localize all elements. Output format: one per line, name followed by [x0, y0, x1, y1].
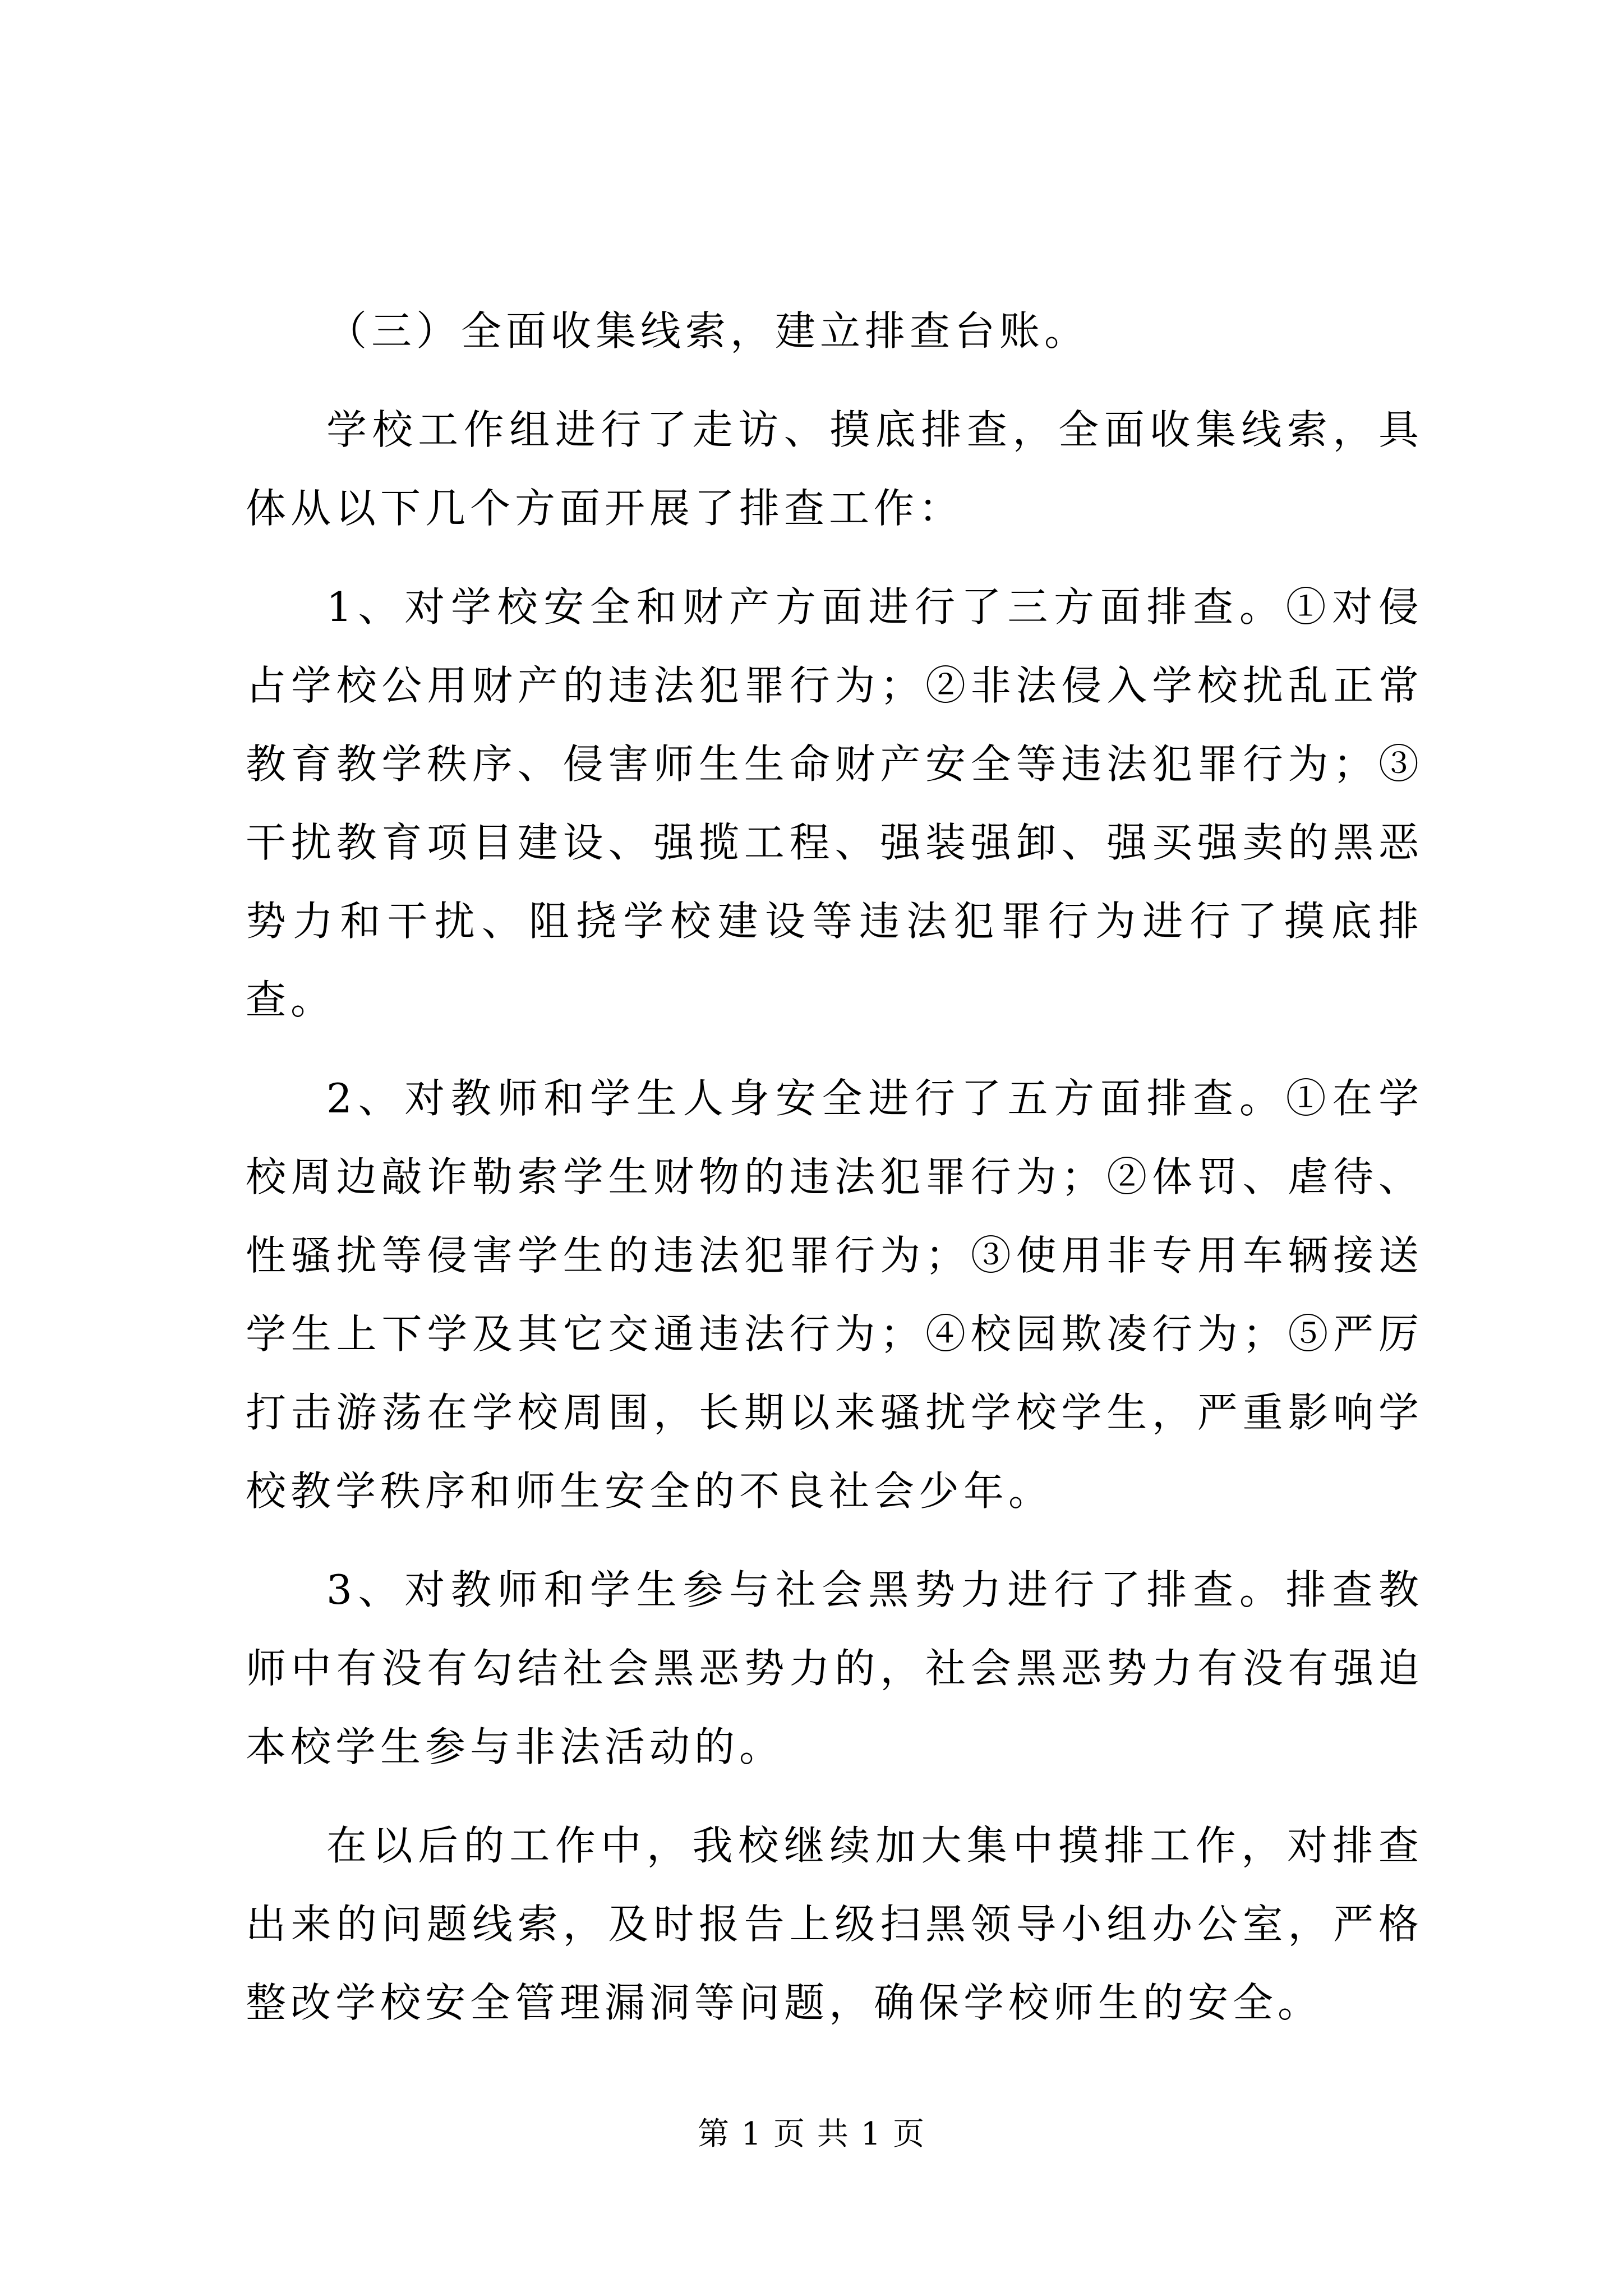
page-footer: 第 1 页 共 1 页 — [697, 2116, 926, 2152]
paragraph-intro: 学校工作组进行了走访、摸底排查，全面收集线索，具体从以下几个方面开展了排查工作： — [246, 406, 1423, 532]
document-body — [246, 292, 1423, 2062]
paragraph-conclusion: 在以后的工作中，我校继续加大集中摸排工作，对排查出来的问题线索，及时报告上级扫黑领导小组办公室，严格整改学校安全管理漏洞等问题，确保学校师生的安全。 — [246, 1822, 1423, 2026]
paragraph-item-2: 2、对教师和学生人身安全进行了五方面排查。①在学校周边敲诈勒索学生财物的违法犯罪行为；②体罚、虐待、性骚扰等侵害学生的违法犯罪行为；③使用非专用车辆接送学生上下学及其它交通违法行为；④校园欺凌行为；⑤严厉打击游荡在学校周围，长期以来骚扰学校学生，严重影响学校教学秩序和师生安全的不良社会少年。 — [246, 1075, 1423, 1515]
paragraph-item-1: 1、对学校安全和财产方面进行了三方面排查。①对侵占学校公用财产的违法犯罪行为；②非法侵入学校扰乱正常教育教学秩序、侵害师生生命财产安全等违法犯罪行为；③干扰教育项目建设、强揽工程、强装强卸、强买强卖的黑恶势力和干扰、阻挠学校建设等违法犯罪行为进行了摸底排查。 — [246, 583, 1423, 1023]
paragraph-item-3: 3、对教师和学生参与社会黑势力进行了排查。排查教师中有没有勾结社会黑恶势力的，社会黑恶势力有没有强迫本校学生参与非法活动的。 — [246, 1566, 1423, 1770]
section-heading: （三）全面收集线索，建立排查台账。 — [326, 307, 1090, 355]
